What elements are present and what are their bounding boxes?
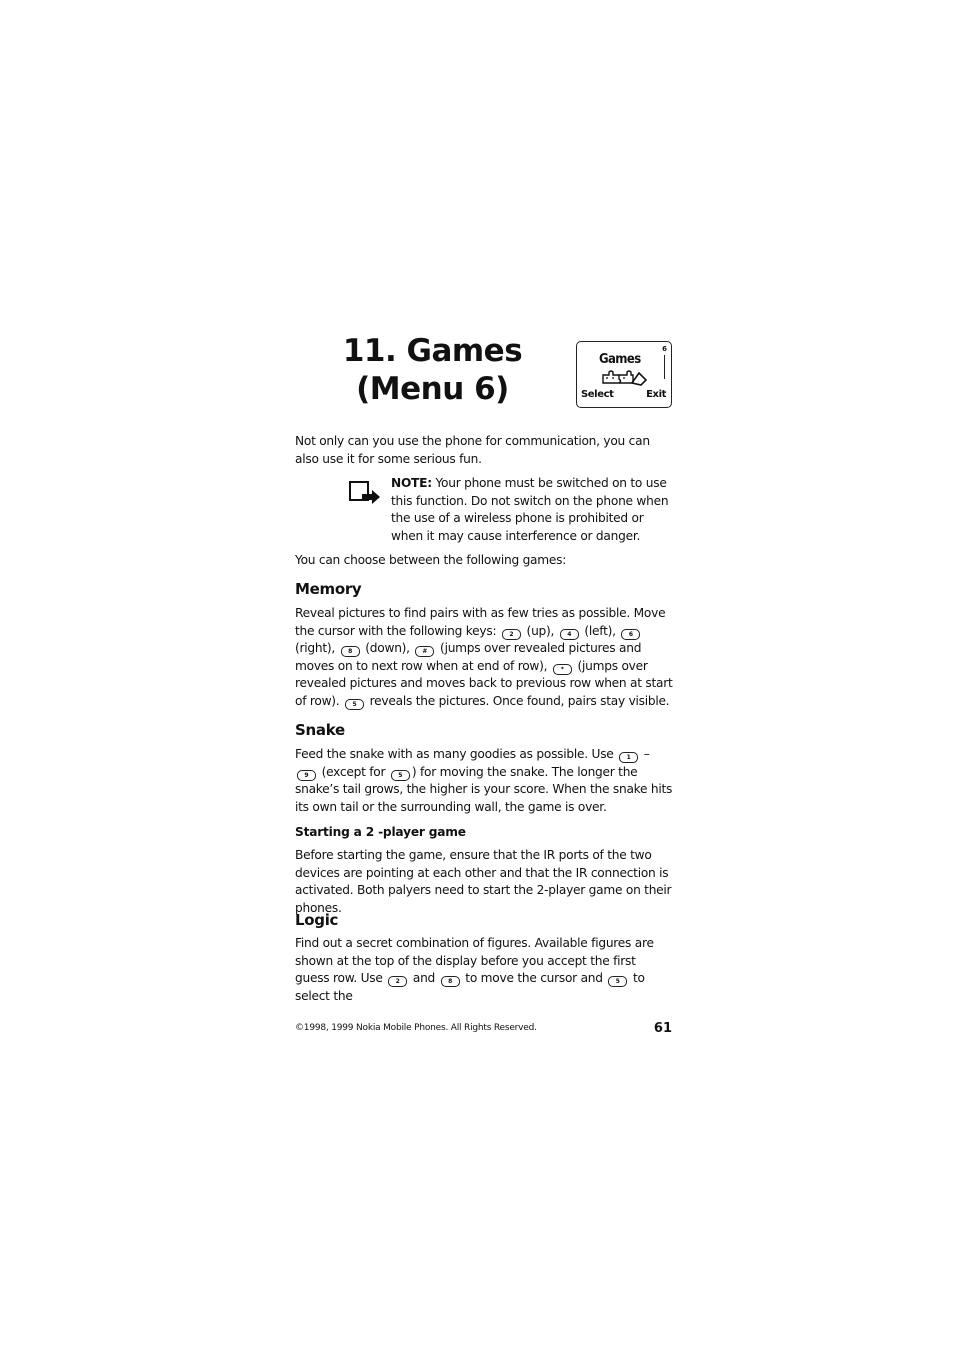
memory-text: (up), bbox=[522, 623, 558, 638]
key-2-icon: 2 bbox=[388, 976, 407, 987]
snake-text: (except for bbox=[318, 764, 389, 779]
key-4-icon: 4 bbox=[560, 629, 579, 640]
key-star-icon: * bbox=[553, 664, 572, 675]
choose-games-line: You can choose between the following games: bbox=[295, 553, 567, 567]
logic-text: to select the bbox=[295, 971, 645, 1003]
display-menu-number: 6 bbox=[662, 345, 667, 353]
note-icon bbox=[348, 480, 382, 504]
memory-text: reveals the pictures. Once found, pairs stay visible. bbox=[366, 693, 670, 708]
display-title: Games bbox=[599, 352, 641, 367]
phone-display-illustration bbox=[576, 341, 672, 408]
memory-text: (jumps over revealed pictures and moves back to previous row when at start of row). bbox=[295, 658, 673, 708]
puzzle-icon bbox=[601, 369, 649, 387]
key-6-icon: 6 bbox=[621, 629, 640, 640]
snake-paragraph bbox=[295, 746, 673, 816]
snake-text: Feed the snake with as many goodies as possible. Use bbox=[295, 747, 618, 761]
page-number: 61 bbox=[653, 1021, 672, 1036]
memory-text: Reveal pictures to find pairs with as few tries as possible. Move the cursor with the following keys: bbox=[295, 606, 666, 638]
two-player-paragraph: Before starting the game, ensure that the IR ports of the two devices are pointing at each other and that the IR connection is activated. Both palyers need to start the 2-player game on their phones. bbox=[295, 848, 672, 915]
soft-key-exit: Exit bbox=[646, 389, 666, 400]
copyright-footer: ©1998, 1999 Nokia Mobile Phones. All Rights Reserved. bbox=[295, 1023, 537, 1033]
snake-text: ) for moving the snake. The longer the snake’s tail grows, the higher is your score. When the snake hits its own tail or the surrounding wall, the game is over. bbox=[295, 764, 673, 814]
key-5-icon: 5 bbox=[391, 770, 410, 781]
soft-key-select: Select bbox=[581, 389, 614, 400]
intro-paragraph: Not only can you use the phone for communication, you can also use it for some serious fun. bbox=[295, 434, 650, 466]
memory-heading: Memory bbox=[295, 580, 362, 598]
snake-text: – bbox=[640, 747, 650, 761]
two-player-heading: Starting a 2 -player game bbox=[295, 825, 466, 839]
note-paragraph bbox=[391, 475, 673, 545]
chapter-title-line2: (Menu 6) bbox=[356, 371, 509, 407]
snake-heading: Snake bbox=[295, 721, 345, 739]
logic-text: and bbox=[409, 971, 439, 986]
chapter-title bbox=[330, 332, 535, 408]
key-hash-icon: # bbox=[415, 646, 434, 657]
memory-text: (down), bbox=[361, 641, 414, 656]
logic-text: to move the cursor and bbox=[461, 971, 607, 986]
note-text: Your phone must be switched on to use this function. Do not switch on the phone when the use of a wireless phone is prohibited or when it may cause interference or danger. bbox=[391, 476, 669, 543]
key-9-icon: 9 bbox=[297, 770, 316, 781]
key-5-icon: 5 bbox=[345, 699, 364, 710]
logic-heading: Logic bbox=[295, 911, 339, 929]
logic-text: Find out a secret combination of figures. Available figures are shown at the top of the display before you accept the first guess row. Use bbox=[295, 936, 654, 986]
memory-paragraph bbox=[295, 605, 673, 711]
memory-text: (left), bbox=[580, 623, 620, 638]
display-scrollbar bbox=[664, 355, 665, 379]
key-8-icon: 8 bbox=[441, 976, 460, 987]
key-1-icon: 1 bbox=[619, 752, 638, 763]
chapter-title-line1: 11. Games bbox=[342, 333, 523, 369]
key-2-icon: 2 bbox=[502, 629, 521, 640]
key-5-icon: 5 bbox=[608, 976, 627, 987]
logic-paragraph bbox=[295, 935, 673, 1005]
memory-text: (right), bbox=[295, 641, 339, 656]
memory-text: (jumps over revealed pictures and moves on to next row when at end of row), bbox=[295, 641, 642, 673]
key-8-icon: 8 bbox=[341, 646, 360, 657]
note-label: NOTE: bbox=[391, 476, 432, 490]
